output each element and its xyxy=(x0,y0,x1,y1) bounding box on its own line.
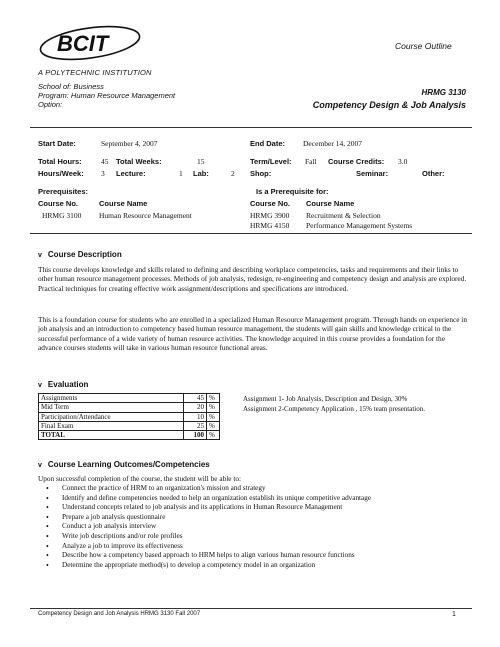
lab-value: 2 xyxy=(231,169,235,178)
list-item: • Prepare a job analysis questionnaire xyxy=(38,513,478,523)
prereq-col-name: Course Name xyxy=(99,199,148,208)
lecture-label: Lecture: xyxy=(116,169,146,178)
list-item: • Connect the practice of HRM to an organization's mission and strategy xyxy=(38,484,478,494)
outcomes-heading xyxy=(38,460,210,469)
total-hours-label: Total Hours: xyxy=(38,157,82,166)
outcomes-title: Course Learning Outcomes/Competencies xyxy=(47,460,210,469)
school: School of: Business xyxy=(38,82,104,91)
end-date-value: December 14, 2007 xyxy=(303,139,362,148)
table-row xyxy=(39,421,220,430)
evaluation-heading xyxy=(38,380,88,389)
table-row xyxy=(39,394,220,403)
total-hours-value: 45 xyxy=(101,157,109,166)
prereq-for-no: HRMG 4150 xyxy=(250,221,290,230)
program: Program: Human Resource Management xyxy=(38,91,176,100)
total-weeks-value: 15 xyxy=(197,157,205,166)
end-date-label: End Date: xyxy=(250,139,286,148)
document-type: Course Outline xyxy=(395,41,452,51)
prereq-for-col-no: Course No. xyxy=(250,199,291,208)
list-item: • Write job descriptions and/or role profiles xyxy=(38,532,478,542)
lab-label: Lab: xyxy=(193,169,209,178)
credits-label: Course Credits: xyxy=(328,157,385,166)
start-date-label: Start Date: xyxy=(38,139,76,148)
logo-text: BCIT xyxy=(57,31,109,56)
eval-item: Participation/Attendance xyxy=(39,412,184,421)
hours-week-value: 3 xyxy=(101,169,105,178)
term-value: Fall xyxy=(305,157,317,166)
other-label: Other: xyxy=(422,169,445,178)
eval-total-value: 100 xyxy=(184,431,207,440)
chevron-down-icon: v xyxy=(38,382,42,389)
prereq-for-no: HRMG 3900 xyxy=(250,211,290,220)
table-row xyxy=(39,431,220,440)
evaluation-table xyxy=(38,393,220,440)
prereq-for-title: Is a Prerequisite for: xyxy=(256,187,329,196)
hours-week-label: Hours/Week: xyxy=(38,169,84,178)
table-row xyxy=(39,412,220,421)
eval-item: Mid Term xyxy=(39,403,184,412)
description-paragraph-1: This course develops knowledge and skills related to defining and describing workplace competencies, tasks and requirements and their links to other human resource management processes. Methods of job analysis, redesign, re-engineering and competency design and analysis are explored. Practical techniques for creating effective work assignment/descriptions and specifications are introduced. xyxy=(38,265,467,293)
option: Option: xyxy=(38,100,63,109)
eval-value: 25 xyxy=(184,421,207,430)
seminar-label: Seminar: xyxy=(356,169,389,178)
prereq-for-name: Performance Management Systems xyxy=(306,221,413,230)
eval-value: 20 xyxy=(184,403,207,412)
description-paragraph-2: This is a foundation course for students who are enrolled in a specialized Human Resource Management program. Through hands on experience in job analysis and an introduction to competency based human resource management, the students will gain skills and knowledge critical to the successful performance of a wide variety of human resource activities. The knowledge acquired in this course provides a foundation for the advance courses students will take in various human resource functional areas. xyxy=(38,315,468,353)
bcit-logo xyxy=(35,20,145,66)
lecture-value: 1 xyxy=(179,169,183,178)
evaluation-note-1: Assignment 1- Job Analysis, Description and Design, 30% xyxy=(243,395,408,403)
eval-item: Final Exam xyxy=(39,421,184,430)
term-label: Term/Level: xyxy=(250,157,292,166)
eval-total-label: TOTAL xyxy=(39,431,184,440)
list-item: • Conduct a job analysis interview xyxy=(38,522,478,532)
shop-label: Shop: xyxy=(250,169,272,178)
eval-pct: % xyxy=(207,394,220,403)
prereq-col-no: Course No. xyxy=(38,199,79,208)
total-weeks-label: Total Weeks: xyxy=(116,157,162,166)
list-item: • Identify and define competencies needed to help an organization establish its unique competitive advantage xyxy=(38,494,478,504)
divider xyxy=(30,233,472,234)
list-item: • Analyze a job to improve its effectiveness xyxy=(38,542,478,552)
course-code: HRMG 3130 xyxy=(421,88,466,97)
course-description-heading xyxy=(38,250,122,259)
evaluation-note-2: Assignment 2-Competency Application , 15% team presentation. xyxy=(243,405,425,413)
eval-value: 10 xyxy=(184,412,207,421)
eval-pct: % xyxy=(207,412,220,421)
eval-total-pct: % xyxy=(207,431,220,440)
outcomes-list xyxy=(38,484,478,570)
list-item: • Describe how a competency based approach to HRM helps to align various human resource functions xyxy=(38,551,478,561)
list-item: • Determine the appropriate method(s) to develop a competency model in an organization xyxy=(38,561,478,571)
table-row xyxy=(39,403,220,412)
page-number: 1 xyxy=(452,611,456,618)
divider xyxy=(30,127,472,128)
prereq-for-name: Recruitment & Selection xyxy=(306,211,381,220)
evaluation-title: Evaluation xyxy=(47,380,89,389)
prereq-name: Human Resource Management xyxy=(99,211,192,220)
start-date-value: September 4, 2007 xyxy=(101,139,158,148)
prereq-no: HRMG 3100 xyxy=(42,211,82,220)
prerequisites-title: Prerequisites: xyxy=(38,187,89,196)
chevron-down-icon: v xyxy=(38,252,42,259)
chevron-down-icon: v xyxy=(38,462,42,469)
eval-value: 45 xyxy=(184,394,207,403)
divider xyxy=(30,608,472,609)
eval-pct: % xyxy=(207,403,220,412)
course-title: Competency Design & Job Analysis xyxy=(312,100,466,110)
credits-value: 3.0 xyxy=(398,157,408,166)
outcomes-intro: Upon successful completion of the course, the student will be able to: xyxy=(38,474,242,483)
eval-item: Assignments xyxy=(39,394,184,403)
tagline: A POLYTECHNIC INSTITUTION xyxy=(38,68,152,77)
list-item: • Understand concepts related to job analysis and its applications in Human Resource Management xyxy=(38,503,478,513)
footer-text: Competency Design and Job Analysis HRMG 3130 Fall 2007 xyxy=(38,611,201,617)
eval-pct: % xyxy=(207,421,220,430)
prereq-for-col-name: Course Name xyxy=(306,199,355,208)
course-description-title: Course Description xyxy=(47,250,122,259)
